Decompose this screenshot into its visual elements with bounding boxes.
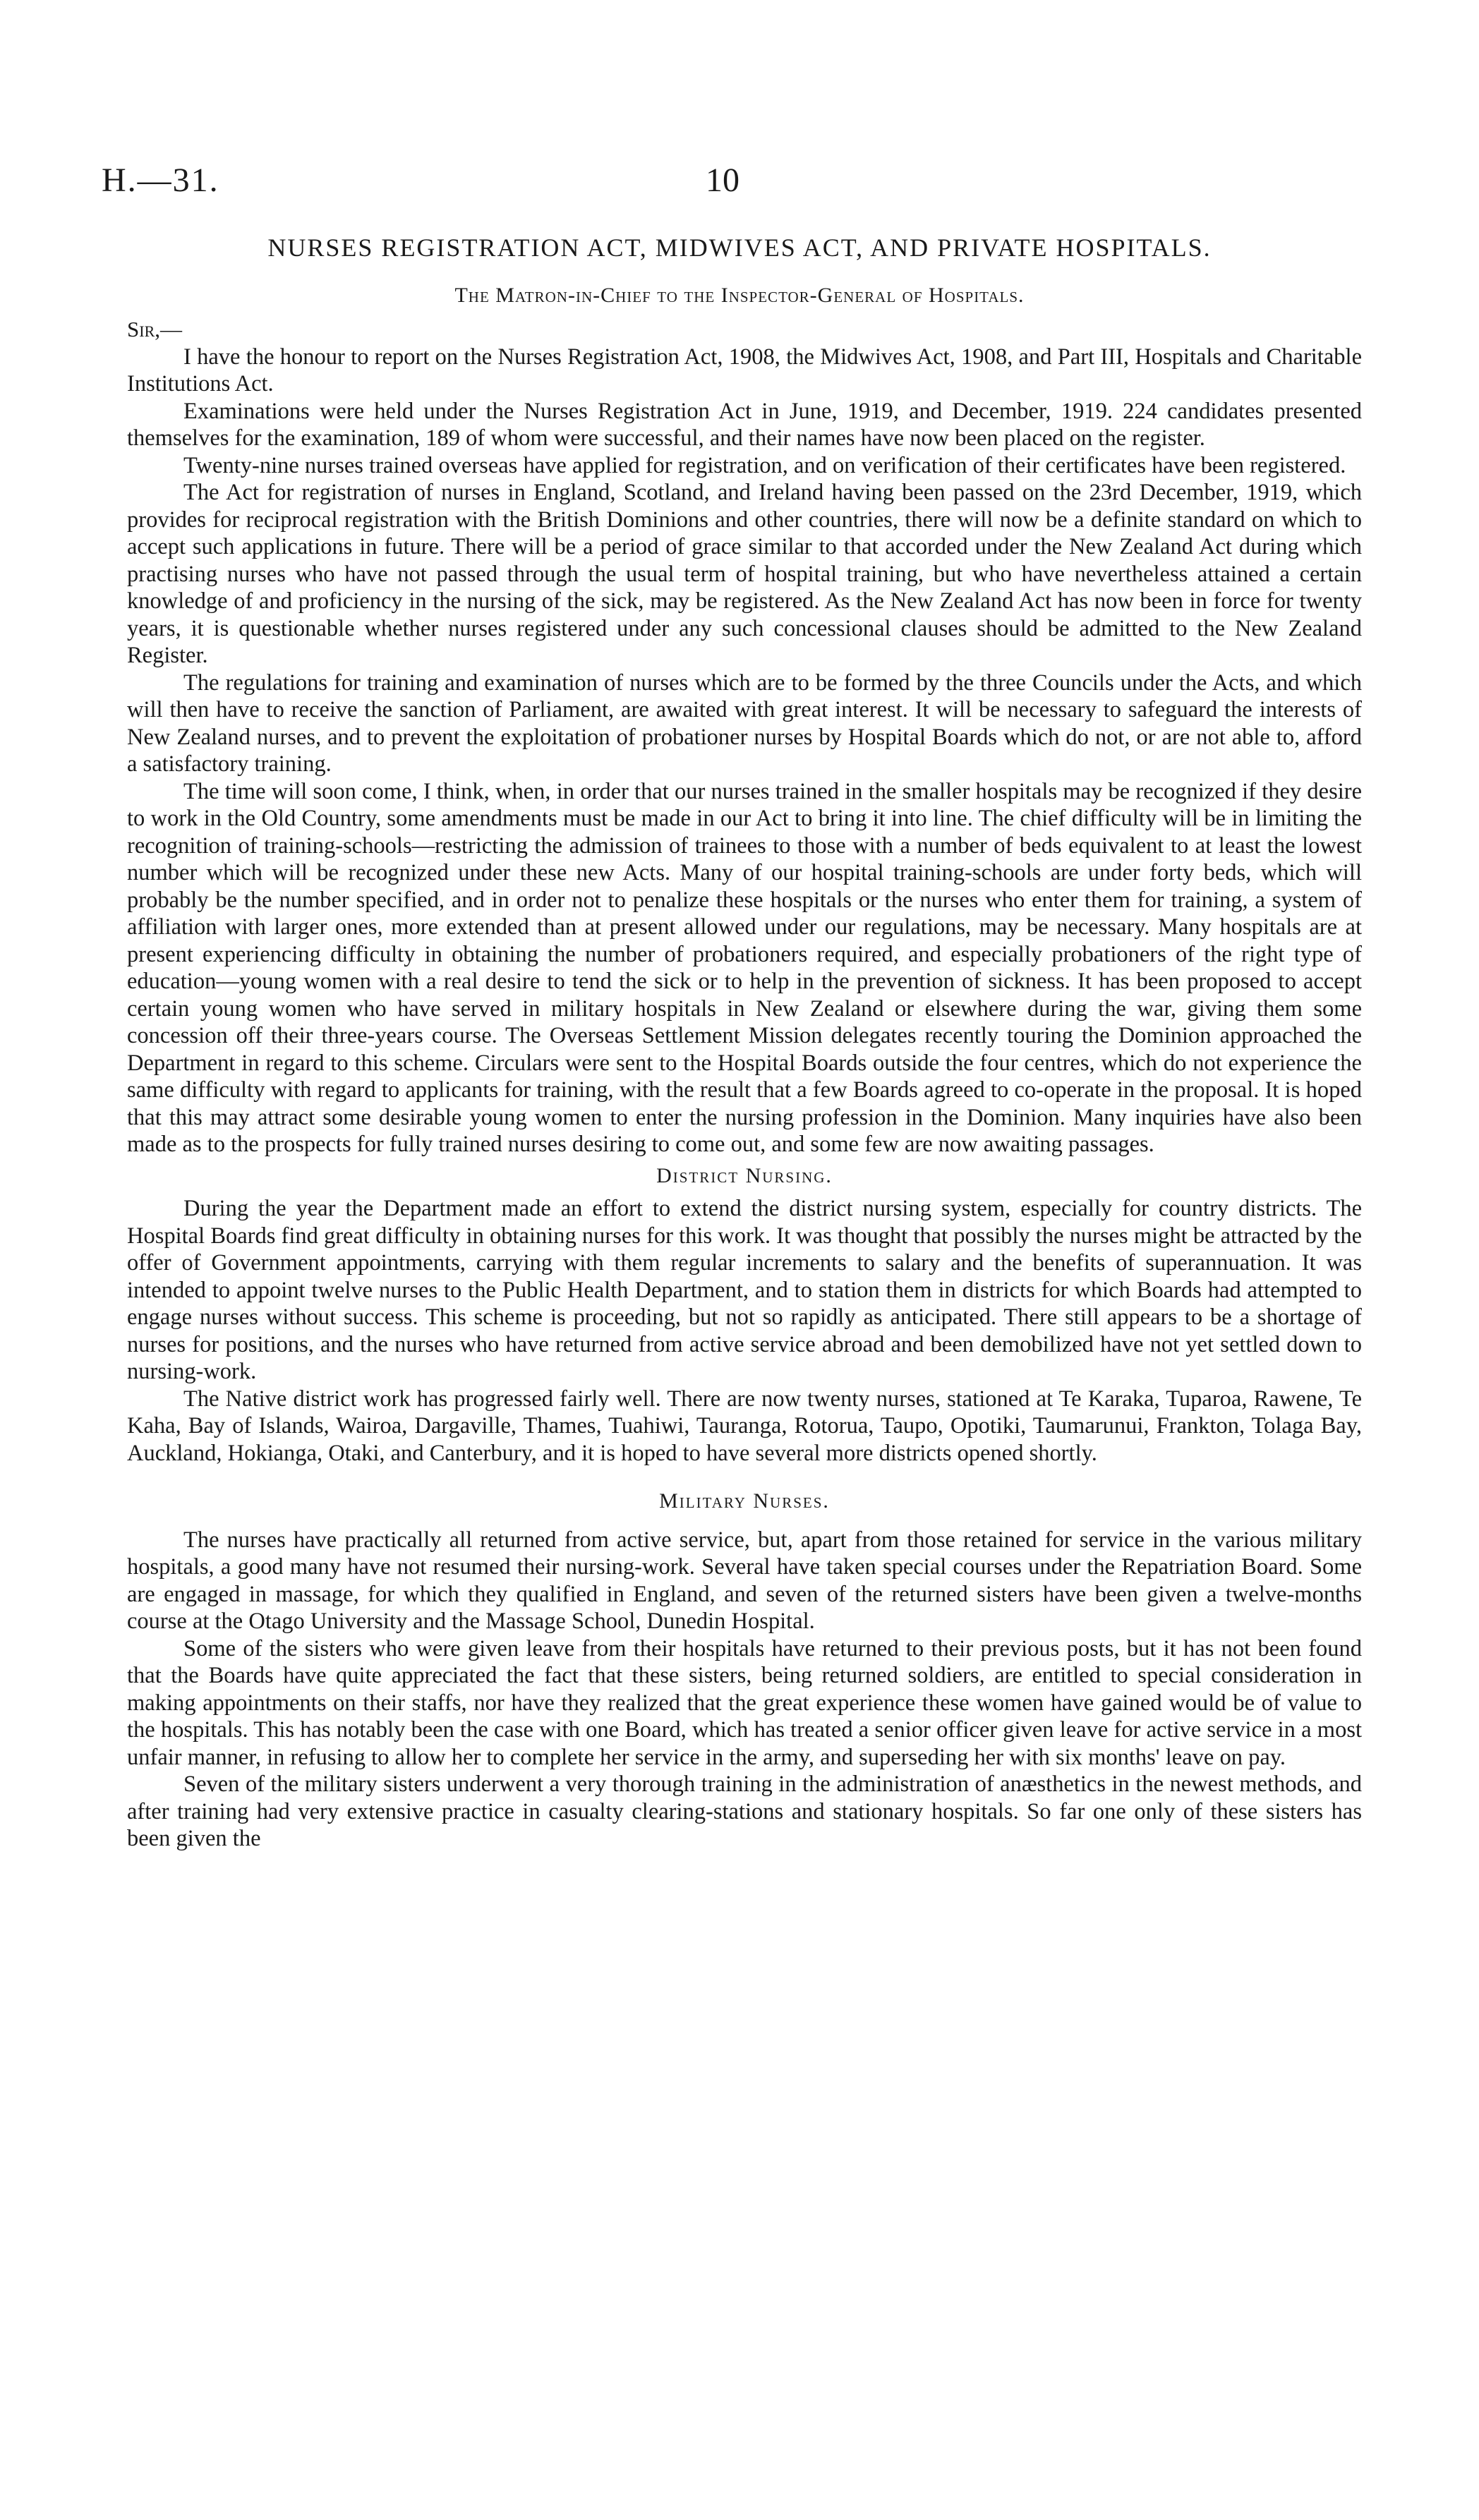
paragraph: The Native district work has progressed fairly well. There are now twenty nurses, stationed at Te Karaka, Tuparoa, Rawene, Te Kaha, Bay of Islands, Wairoa, Dargaville, Thames, Tuahiwi, Tauranga, Rotorua, Taupo, Opotiki, Taumarunui, Frankton, Tolaga Bay, Auckland, Hokianga, Otaki, and Canterbury, and it is hoped to have several more districts opened shortly. [127, 1386, 1362, 1466]
section-heading-district-nursing: District Nursing. [656, 1163, 833, 1187]
report-byline: The Matron-in-Chief to the Inspector-General of Hospitals. [454, 284, 1025, 307]
paragraph: Examinations were held under the Nurses Registration Act in June, 1919, and December, 1919. 224 candidates presented themselves for the examination, 189 of whom were successful, and their names have now been placed on the register. [127, 398, 1362, 451]
report-body [127, 316, 1362, 1853]
paragraph: During the year the Department made an effort to extend the district nursing system, especially for country districts. The Hospital Boards find great difficulty in obtaining nurses for this work. It was thought that possibly the nurses might be attracted by the offer of Government appointments, carrying with them regular increments to salary and the benefits of superannuation. It was intended to appoint twelve nurses to the Public Health Department, and to station them in districts for which Boards had attempted to engage nurses without success. This scheme is proceeding, but not so rapidly as anticipated. There still appears to be a shortage of nurses for positions, and the nurses who have returned from active service abroad and been demobilized have not yet settled down to nursing-work. [127, 1196, 1362, 1384]
page-reference: H.—31. [102, 162, 219, 199]
paragraph: The Act for registration of nurses in England, Scotland, and Ireland having been passed on the 23rd December, 1919, which provides for reciprocal registration with the British Dominions and other countries, there will now be a definite standard on which to accept such applications in future. There will be a period of grace similar to that accorded under the New Zealand Act during which practising nurses who have not passed through the usual term of hospital training, but who have nevertheless attained a certain knowledge of and proficiency in the nursing of the sick, may be registered. As the New Zealand Act has now been in force for twenty years, it is questionable whether nurses registered under any such concessional clauses should be admitted to the New Zealand Register. [127, 480, 1362, 668]
paragraph: Seven of the military sisters underwent a very thorough training in the administration of anæsthetics in the newest methods, and after training had very extensive practice in casualty clearing-stations and stationary hospitals. So far one only of these sisters has been given the [127, 1771, 1362, 1851]
paragraph: Some of the sisters who were given leave from their hospitals have returned to their previous posts, but it has not been found that the Boards have quite appreciated the fact that these sisters, being returned soldiers, are entitled to special consideration in making appointments on their staffs, nor have they realized that the great experience these women have gained would be of value to the hospitals. This has notably been the case with one Board, which has treated a senior officer given leave for active service in a most unfair manner, in refusing to allow her to complete her service in the army, and superseding her with six months' leave on pay. [127, 1635, 1362, 1770]
paragraph: Twenty-nine nurses trained overseas have applied for registration, and on verification of their certificates have been registered. [183, 452, 1346, 478]
page-header [0, 161, 1479, 210]
paragraph: The regulations for training and examination of nurses which are to be formed by the three Councils under the Acts, and which will then have to receive the sanction of Parliament, are awaited with great interest. It will be necessary to safeguard the interests of New Zealand nurses, and to prevent the exploitation of probationer nurses by Hospital Boards which do not, or are not able to, afford a satisfactory training. [127, 670, 1362, 777]
salutation: Sir,— [127, 317, 182, 341]
paragraph: The nurses have practically all returned from active service, but, apart from those retained for service in the various military hospitals, a good many have not resumed their nursing-work. Several have taken special courses under the Repatriation Board. Some are engaged in massage, for which they qualified in England, and seven of the returned sisters have been given a twelve-months course at the Otago University and the Massage School, Dunedin Hospital. [127, 1527, 1362, 1634]
report-title: NURSES REGISTRATION ACT, MIDWIVES ACT, AND PRIVATE HOSPITALS. [267, 234, 1212, 262]
section-heading-military-nurses: Military Nurses. [659, 1489, 830, 1513]
paragraph: I have the honour to report on the Nurses Registration Act, 1908, the Midwives Act, 1908, and Part III, Hospitals and Charitable Institutions Act. [127, 344, 1362, 396]
page-number: 10 [706, 162, 740, 199]
paragraph: The time will soon come, I think, when, in order that our nurses trained in the smaller hospitals may be recognized if they desire to work in the Old Country, some amendments must be made in our Act to bring it into line. The chief difficulty will be in limiting the recognition of training-schools—restricting the admission of trainees to those with a number of beds equivalent to at least the lowest number which will be recognized under these new Acts. Many of our hospital training-schools are under forty beds, which will probably be the number specified, and in order not to penalize these hospitals or the nurses who enter them for training, a system of affiliation with larger ones, more extended than at present allowed under our regulations, may be necessary. Many hospitals are at present experiencing difficulty in obtaining the number of probationers required, and especially probationers of the right type of education—young women with a real desire to tend the sick or to help in the prevention of sickness. It has been proposed to accept certain young women who have served in military hospitals in New Zealand or elsewhere during the war, giving them some concession off their three-years course. The Overseas Settlement Mission delegates recently touring the Dominion approached the Department in regard to this scheme. Circulars were sent to the Hospital Boards outside the four centres, which do not experience the same difficulty with regard to applicants for training, with the result that a few Boards agreed to co-operate in the proposal. It is hoped that this may attract some desirable young women to enter the nursing profession in the Dominion. Many inquiries have also been made as to the prospects for fully trained nurses desiring to come out, and some few are now awaiting passages. [127, 778, 1362, 1157]
